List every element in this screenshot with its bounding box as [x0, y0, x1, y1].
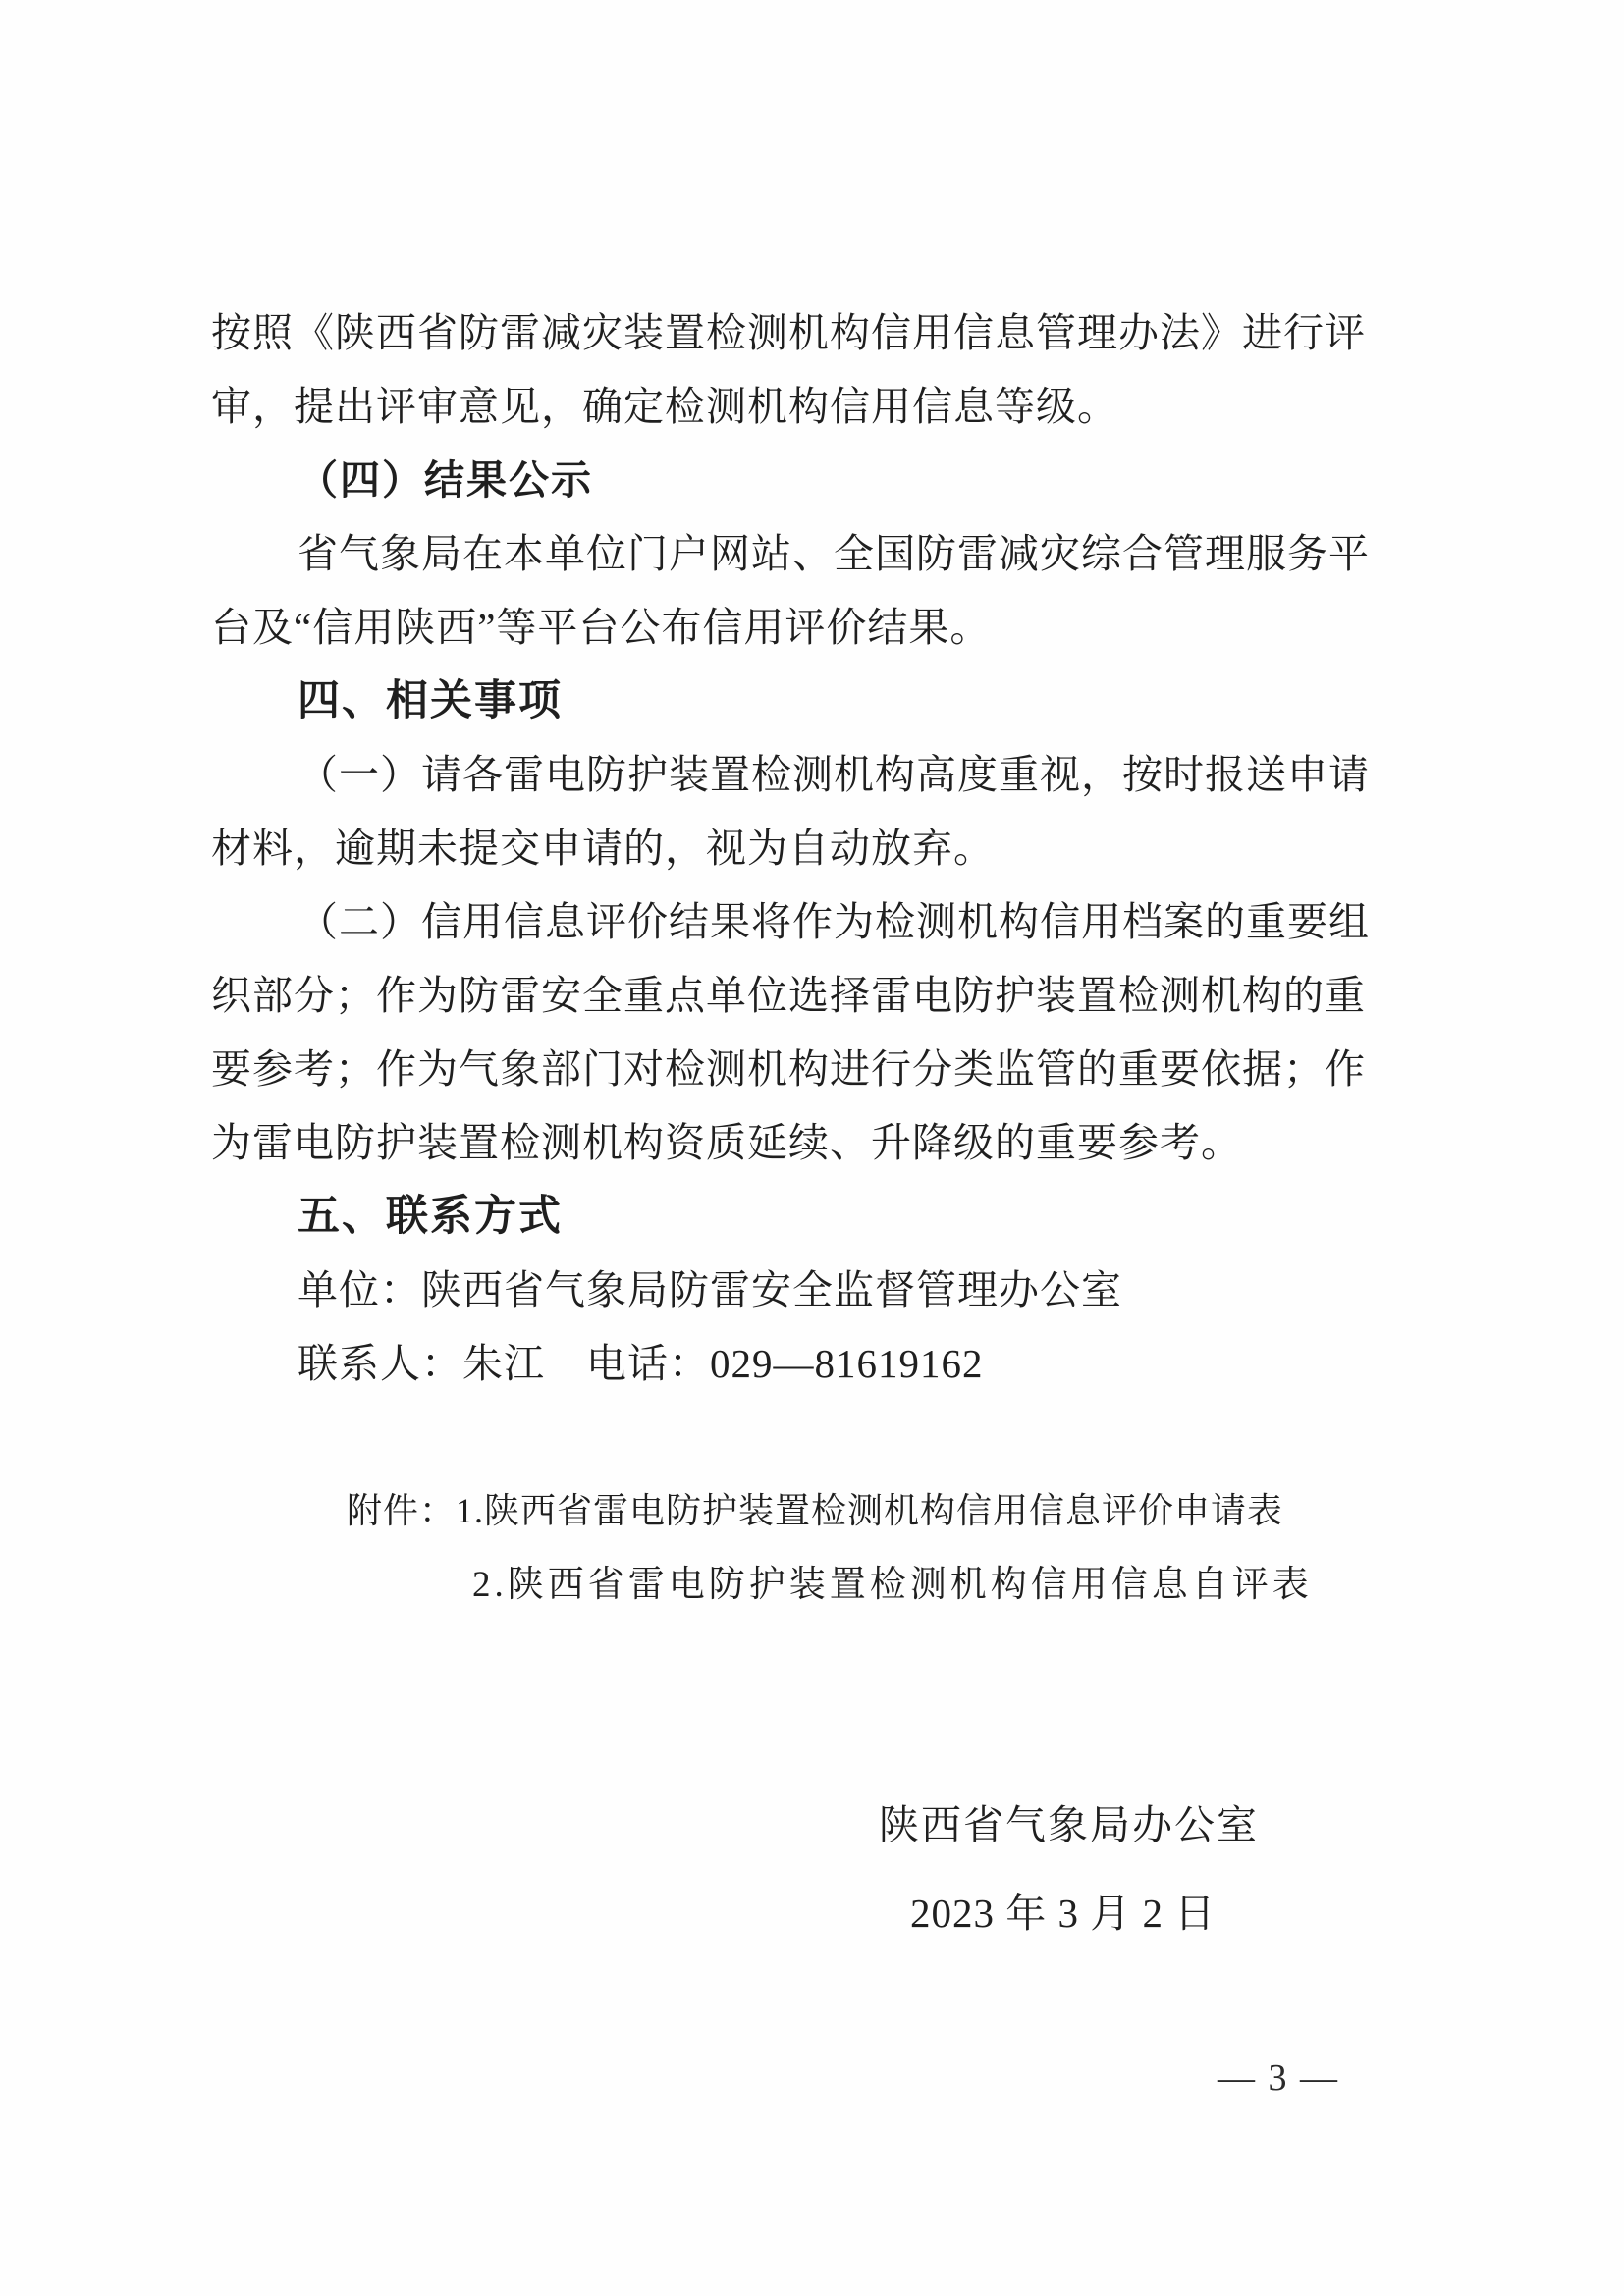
contact-person-phone-line: 联系人：朱江 电话：029—81619162 [298, 1341, 984, 1386]
contact-unit-line: 单位：陕西省气象局防雷安全监督管理办公室 [298, 1267, 1122, 1312]
section-heading-matters: 四、相关事项 [298, 677, 563, 724]
attachment-item-2: 2.陕西省雷电防护装置检测机构信用信息自评表 [472, 1565, 1313, 1605]
section-heading-contact: 五、联系方式 [298, 1193, 563, 1240]
paragraph-line: 要参考；作为气象部门对检测机构进行分类监管的重要依据；作 [211, 1046, 1366, 1092]
signature-organization: 陕西省气象局办公室 [879, 1802, 1259, 1847]
attachment-item-1: 附件：1.陕西省雷电防护装置检测机构信用信息评价申请表 [347, 1491, 1284, 1530]
paragraph-line: （二）信用信息评价结果将作为检测机构信用档案的重要组 [298, 899, 1370, 944]
paragraph-line: 为雷电防护装置检测机构资质延续、升降级的重要参考。 [211, 1120, 1242, 1165]
subsection-heading-result: （四）结果公示 [298, 457, 593, 503]
page-number: — 3 — [1218, 2057, 1339, 2099]
paragraph-line: 材料，逾期未提交申请的，视为自动放弃。 [211, 826, 995, 871]
document-body [211, 296, 1429, 1950]
paragraph-line: 省气象局在本单位门户网站、全国防雷减灾综合管理服务平 [298, 531, 1370, 576]
paragraph-line: 织部分；作为防雷安全重点单位选择雷电防护装置检测机构的重 [211, 973, 1366, 1018]
signature-date: 2023 年 3 月 2 日 [910, 1891, 1217, 1936]
paragraph-line: 按照《陕西省防雷减灾装置检测机构信用信息管理办法》进行评 [211, 310, 1366, 355]
paragraph-line: 台及“信用陕西”等平台公布信用评价结果。 [211, 605, 992, 650]
paragraph-line: 审，提出评审意见，确定检测机构信用信息等级。 [211, 384, 1118, 429]
paragraph-line: （一）请各雷电防护装置检测机构高度重视，按时报送申请 [298, 752, 1370, 797]
